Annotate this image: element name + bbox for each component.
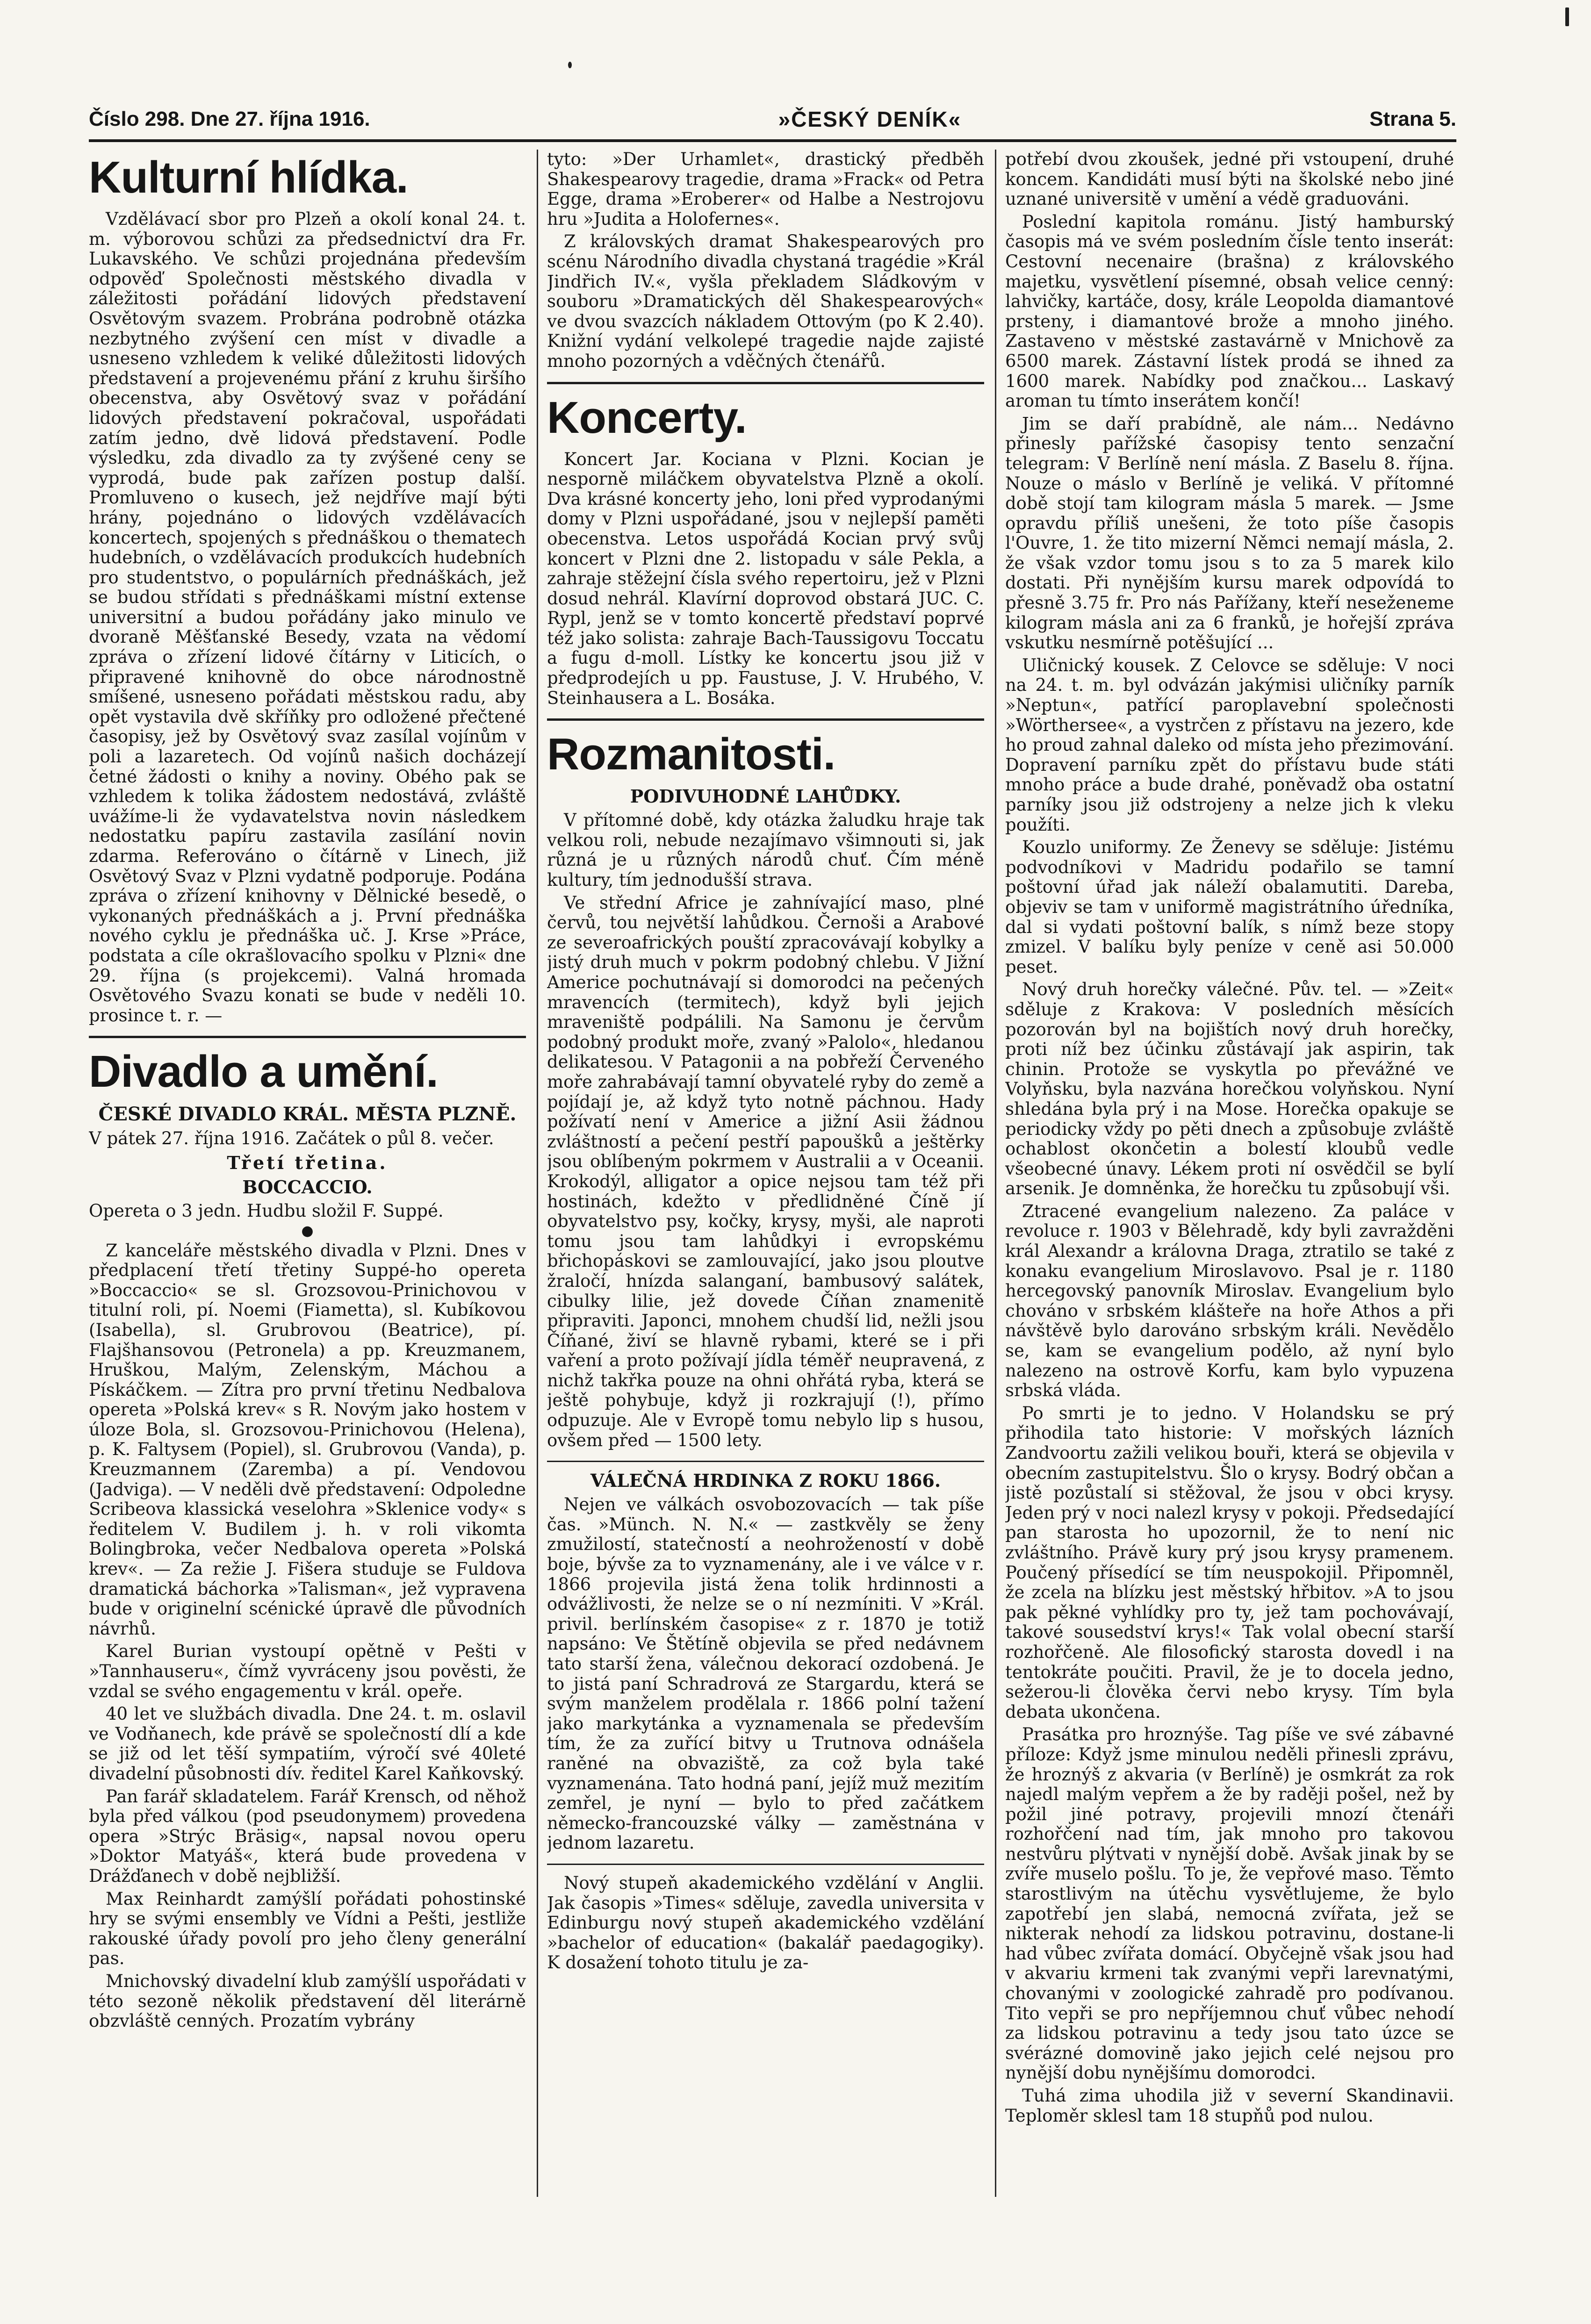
col3-paragraph: Nový druh horečky válečné. Pův. tel. — »Zeit« sděluje z Krakova: V posledních měsících pozorován byl na bojištích nový druh horečky, proti níž bez účinku zůstávají jak aspirin, tak chinin. Protože se vyskytla po převážné ve Volyňsku, byla nazvána horečkou volyňskou. Nyní shledána byla prý i na Mose. Horečka opakuje se periodicky vždy po pěti dnech a způsobuje zvláště ochablost okončetin a bolestí kloubů vedle všeobecné únavy. Lékem proti ní osvědčil se bylí arsenik. Je domněnka, že horečku tu způsobují vši. (1005, 979, 1454, 1199)
divadlo-paragraph: Z kanceláře městského divadla v Plzni. Dnes v předplacení třetí třetiny Suppé-ho opereta »Boccaccio« se sl. Grozsovou-Prinichovou v titulní roli, pí. Noemi (Fiametta), sl. Kubíkovou (Isabella), sl. Grubrovou (Beatrice), pí. Flajšhansovou (Petronela) a pp. Kreuzmanem, Hruškou, Malým, Zelenským, Máchou a Pískáčkem. — Zítra pro první třetinu Nedbalova opereta »Polská krev« s R. Novým jako hostem v úloze Bola, sl. Grozsovou-Prinichovou (Helena), p. K. Faltysem (Popiel), sl. Grubrovou (Vanda), p. Kreuzmannem (Zaremba) a pí. Vendovou (Jadviga). — V neděli dvě představení: Odpoledne Scribeova klassická veselohra »Sklenice vody« s ředitelem V. Budilem j. h. v roli vikomta Bolingbroka, večer Nedbalova opereta »Polská krev«. — Za režie J. Fišera studuje se Fuldova dramatická báchorka »Talisman«, jež vypravena bude v originelní scénické úpravě dle původních návrhů. (89, 1240, 526, 1639)
masthead: »ČESKÝ DENÍK« (778, 107, 962, 131)
article-heading: PODIVUHODNÉ LAHŮDKY. (630, 786, 901, 807)
column-3 (1005, 150, 1454, 2216)
rozmanitosti-paragraph: Nový stupeň akademického vzdělání v Anglii. Jak časopis »Times« sděluje, zavedla universita v Edinburgu nový stupeň akademického vzdělání »bachelor of education« (bakalář paedagogiky). K dosažení tohoto titulu je za- (547, 1872, 984, 1973)
section-rule (89, 1036, 526, 1038)
divadlo-paragraph: Karel Burian vystoupí opětně v Pešti v »Tannhauseru«, čímž vyvráceny jsou pověsti, že vzdal se svého engagementu v král. opeře. (89, 1641, 526, 1701)
separator-dot: ● (301, 1222, 314, 1239)
rozmanitosti-paragraph: Nejen ve válkách osvobozovacích — tak píše čas. »Münch. N. N.« — zastkvěly se ženy zmužilostí, statečností a neohrožeností v době boje, bývše za to vyznamenány, ale i ve válce v r. 1866 projevila jistá žena tolik hrdinnosti a odvážlivosti, že nelze se o ní nezmíniti. V »Král. privil. berlínském časopise« z r. 1870 je totiž napsáno: Ve Štětíně objevila se před nedávnem tato starší žena, válečnou dekorací ozdobená. Je to jistá paní Schradrová ze Stargardu, která se svým manželem prodělala r. 1866 polní tažení jako markytánka a vyznamenala se především tím, že za zuřící bitvy u Trutnova odnášela raněné na obvaziště, za což byla také vyznamenána. Tato hodná paní, jejíž muž mezitím zemřel, je nyní — bylo to před začátkem německo-francouzské války — zaměstnána v jednom lazaretu. (547, 1494, 984, 1853)
rozmanitosti-paragraph: Ve střední Africe je zahnívající maso, plné červů, tou největší lahůdkou. Černoši a Arabové ze severoafrických pouští zpracovávají kobylky a jistý druh much v pokrm podobný chlebu. V Jižní Americe pochutnávají si domorodci na pečených mravencích (termitech), když byli jejich mraveniště podpálili. Na Samonu je červům podobný produkt moře, zvaný »Palolo«, hledanou delikatesou. V Patagonii a na pobřeží Červeného moře zahrabávají tamní obyvatelé ryby do země a pojídají je, až když tyto notně páchnou. Hady požívatí není v Americe a jižní Asii žádnou zvláštností a pečení pestří papoušků a ještěrky jsou oblíbeným pokrmem v Australii a v Oceanii. Krokodýl, alligator a opice nejsou tam též při hostinách, kdežto v předlidněné Číně jí obyvatelstvo psy, kočky, krysy, myši, ale naproti tomu jsou tam lahůdkyi i evropskému břichopáskovi se zamlouvající, jako jsou ploutve žraločí, hnízda salanganí, bambusový salátek, cibulky lilie, jež dovede Číňan znamenitě připraviti. Japonci, mnohem chudší lid, nežli jsou Číňané, živí se hlavně rybami, které se i při vaření a proto požívají jídla téměř neupravená, z nichž takřka pouze na ohni ohřátá ryba, která se ještě pohybuje, když ji rozkrajují (!), přímo odpuzuje. Ale v Evropě tomu nebylo lip s husou, ovšem před — 1500 lety. (547, 892, 984, 1450)
rozmanitosti-paragraph: V přítomné době, kdy otázka žaludku hraje tak velkou roli, nebude nezajímavo všimnouti si, jak různá je u různých národů chuť. Čím méně kultury, tím jednodušší strava. (547, 810, 984, 890)
col3-paragraph: Ztracené evangelium nalezeno. Za paláce v revoluce r. 1903 v Bělehradě, kdy byli zavražděni král Alexandr a královna Draga, ztratilo se také z konaku evangelium Miroslavovo. Psal je r. 1180 hercegovský panovník Miroslav. Evangelium bylo chováno v srbském klášteře na hoře Athos a při návštěvě bylo darováno srbským králi. Nevědělo se, kam se evangelium podělo, až nyní bylo nalezeno na ostrově Korfu, kam bylo vypuzena srbská vláda. (1005, 1201, 1454, 1401)
scan-speck (568, 62, 572, 68)
section-title-kulturni: Kulturní hlídka. (89, 152, 408, 202)
col3-paragraph: Prasátka pro hroznýše. Tag píše ve své zábavné příloze: Když jsme minulou neděli přinesli zprávu, že hroznýš z akvaria (v Berlíně) je osmkrát za rok najedl malým vepřem a že by raději pošel, než by požil jiné potravy, projevili mnozí čtenáři rozhořčení nad tím, jak mnoho pro takovou nestvůru plýtvati v nynější době. Avšak jinak by se zvíře muselo pošlu. To je, že vepřové maso. Těmto starostlivým na útěchu vysvětlujeme, že bylo zapotřebí jen slabá, nemocná zvířata, jež se nikterak nehodí za lidskou potravinu, dostane-li had vůbec zvířata domácí. Obyčejně však jsou had v akvariu krmeni tak zvanými vepři larevnatými, chovanými v zoologické zahradě pro podívanou. Tito vepři se pro nepříjemnou chuť vůbec nehodí za lidskou potravinu a tedy jsou tato úzce se svérázné domovině jako jejich celé nejsou pro nynější dobu nynějšímu domorodci. (1005, 1724, 1454, 2083)
divadlo-paragraph: Max Reinhardt zamýšlí pořádati pohostinské hry se svými ensembly ve Vídni a Pešti, jestliže rakouské úřady povolí pro jeho členy generální pas. (89, 1888, 526, 1969)
divadlo-paragraph: 40 let ve službách divadla. Dne 24. t. m. oslavil ve Vodňanech, kde právě se společností dlí a kde se již od let těší sympatiím, výročí své 40leté divadelní působnosti dív. ředitel Karel Kaňkovský. (89, 1704, 526, 1784)
kulturni-paragraph: Vzdělávací sbor pro Plzeň a okolí konal 24. t. m. výborovou schůzi za předsednictví dra Fr. Lukavského. Ve schůzi projednána především odpověď Společnosti městského divadla v záležitosti pořádání lidových představení Osvětovým svazem. Probrána podrobně otázka nezbytného zvýšení cen míst v divadle a usneseno vzhledem k veliké důležitosti lidových představení a projevenému přání z kruhu širšího obecenstva, aby Osvětový svaz v pořádání lidových představení pokračoval, uspořádati zatím jedno, dvě lidová představení. Podle výsledku, zda divadlo za ty zvýšené ceny se vyprodá, bude pak zařízen postup další. Promluveno o kusech, jež nejdříve mají býti hrány, pojednáno o lidových vzdělávacích koncertech, spojených s přednáškou o thematech hudebních, o vzdělávacích produkcích hudebních pro studentstvo, o populárních přednáškách, jež se budou střídati s přednáškami místní extense universitní a budou pořádány jako minulo ve dvoraně Měšťanské Besedy, vzata na vědomí zpráva o zřízení lidové čítárny v Liticích, o připravené knihovně do obce národnostně smíšené, usneseno pořádati městskou radu, aby opět vystavila dvě skříňky pro odložené přečtené časopisy, jež by Osvětový svaz zasílal vojínům v poli a lazaretech. Od vojínů našich docházejí četné žádosti o knihy a noviny. Obého pak se vzhledem k tolika žádostem nedostává, zvláště uvážíme-li že vydavatelstva novin následkem nedostatku papíru zastavila zasílání novin zdarma. Referováno o čítárně v Linech, již Osvětový Svaz v Plzni vydatně podporuje. Podána zpráva o zřízení knihovny v Dělnické besedě, o vykonaných přednáškách a j. První přednáška nového cyklu je přednáška uč. J. Krse »Práce, podstata a cíle okrašlovacího spolku v Plzni« dne 29. října (s projekcemi). Valná hromada Osvětového Svazu konati se bude v neděli 10. prosince t. r. — (89, 209, 526, 1026)
divadlo-play: BOCCACCIO. (242, 1176, 373, 1198)
col3-paragraph: Kouzlo uniformy. Ze Ženevy se sděluje: Jistému podvodníkovi v Madridu podařilo se tamní poštovní úřad jak náleží obalamutiti. Dareba, objeviv se tam v uniformě magistrátního úředníka, dal si vydati poštovní balík, s nímž beze stopy zmizel. V balíku byly peníze v ceně asi 50.000 peset. (1005, 837, 1454, 977)
col3-paragraph: Tuhá zima uhodila již v severní Skandinavii. Teploměr sklesl tam 18 stupňů pod nulou. (1005, 2086, 1454, 2126)
article-rule (547, 1864, 984, 1865)
page-number: Strana 5. (1369, 108, 1456, 130)
section-title-divadlo: Divadlo a umění. (89, 1047, 438, 1097)
divadlo-date: V pátek 27. října 1916. Začátek o půl 8. večer. (89, 1128, 494, 1149)
col3-paragraph: Po smrti je to jedno. V Holandsku se prý přihodila tato historie: V mořských lázních Zandvoortu zažili velikou bouři, která se objevila v obecním zastupitelstvu. Šlo o krysy. Bodrý občan a jistě pozůstalí si stěžoval, že jsou v obci krysy. Jeden prý v noci nalezl krysy v pokoji. Předsedající pan starosta ho upozornil, že to není nic zvláštního. Právě kury prý jsou krysy pramenem. Poučený přísedící se tím neuspokojil. Připomněl, že zcela na blízku jest městský hřbitov. »A to jsou pak pěkné vyhlídky pro ty, jež tam pochovávají, takové sousedství krys!« Tak volal obecní starší rozhořčeně. Ale filosofický starosta dovedl i na tentokráte poučiti. Pravil, že je to docela jedno, sežerou-li člověka červi nebo krysy. Tím byla debata ukončena. (1005, 1403, 1454, 1722)
divadlo-season: Třetí třetina. (227, 1152, 388, 1173)
col3-paragraph: Poslední kapitola románu. Jistý hamburský časopis má ve svém posledním čísle tento inserát: Cestovní necenaire (brašna) z královského majetku, vysvětlení písemné, obsah velice cenný: lahvičky, kartáče, dosy, krále Leopolda diamantové prsteny, i diamantové brože a mnoho jiného. Zastaveno v městské zastavárně v Mnichově za 6500 marek. Zástavní lístek prodá se ihned za 1600 marek. Nabídky pod značkou... Laskavý aroman tu tímto inserátem končí! (1005, 211, 1454, 411)
column-divider-2 (995, 150, 996, 2197)
section-rule (547, 718, 984, 721)
header-rule (89, 139, 1456, 142)
section-rule (547, 382, 984, 384)
page-header (89, 103, 1456, 136)
issue-line: Číslo 298. Dne 27. října 1916. (89, 108, 370, 130)
col3-continuation: potřebí dvou zkoušek, jedné při vstoupení, druhé koncem. Kandidáti musí býti na školské nebo jiné uznané universitě v umění a védě graduováni. (1005, 150, 1454, 209)
column-divider-1 (537, 150, 538, 2197)
col3-paragraph: Uličnický kousek. Z Celovce se sděluje: V noci na 24. t. m. byl odvázán jakýmisi uličníky parník »Neptun«, patřící paroplavební společnosti »Wörthersee«, a vystrčen z přístavu na jezero, kde ho proud zahnal daleko od místa jeho přezimování. Dopravení parníku zpět do přístavu bude státi mnoho práce a bude drahé, poněvadž oba ostatní parníky jsou již odstrojeny a nelze jich k vleku použíti. (1005, 655, 1454, 835)
divadlo-paragraph: Mnichovský divadelní klub zamýšlí uspořádati v této sezoně několik představení děl literárně obzvláště cenných. Prozatím vybrány (89, 1971, 526, 2031)
divadlo-paragraph: Pan farář skladatelem. Farář Krensch, od něhož byla před válkou (pod pseudonymem) provedena opera »Strýc Bräsig«, napsal novou operu »Doktor Matyáš«, která bude provedena v Drážďanech v době nejbližší. (89, 1786, 526, 1886)
divadlo-play-info: Opereta o 3 jedn. Hudbu složil F. Suppé. (89, 1200, 444, 1221)
article-rule (547, 1461, 984, 1462)
section-title-rozmanitosti: Rozmanitosti. (547, 729, 835, 780)
koncerty-paragraph: Koncert Jar. Kociana v Plzni. Kocian je nesporně miláčkem obyvatelstva Plzně a okolí. Dva krásné koncerty jeho, loni před vyprodanými domy v Plzni uspořádané, jsou v nejlepší paměti obecenstva. Letos uspořádá Kocian prvý svůj koncert v Plzni dne 2. listopadu v sále Pekla, a zahraje stěžejní čísla svého repertoiru, jež v Plzni dosud nehrál. Klavírní doprovod obstará JUC. C. Rypl, jenž se v tomto koncertě představí poprvé též jako solista: zahraje Bach-Taussigovu Toccatu a fugu d-moll. Lístky ke koncertu jsou již v předprodejích u pp. Faustuse, J. V. Hrubého, V. Steinhausera a L. Bosáka. (547, 449, 984, 708)
column-2 (547, 150, 984, 2216)
scan-speck (1565, 7, 1569, 26)
col2-paragraph: Z královských dramat Shakespearových pro scénu Národního divadla chystaná tragédie »Král Jindřich IV.«, vyšla překladem Sládkovým v souboru »Dramatických děl Shakespearových« ve dvou svazcích nákladem Ottovým (po K 2.40). Knižní vydání velkolepé tragedie najde zajisté mnoho pozorných a vděčných čtenářů. (547, 231, 984, 371)
col3-paragraph: Jim se daří prabídně, ale nám... Nedávno přinesly pařížské časopisy tento senzační telegram: V Berlíně není másla. Z Baselu 8. října. Nouze o máslo v Berlíně je veliká. V přítomné době stojí tam kilogram másla 5 marek. — Jsme opravdu příliš unešeni, že toto píše časopis l'Ouvre, 1. že tito mizerní Němci nemají másla, 2. že však vzdor tomu jsou s to za 5 marek kilo dostati. Při nynějším kursu marek odpovídá to přesně 3.75 fr. Pro nás Pařížany, kteří neseženeme kilogram másla ani za 6 franků, je hořejší zpráva vskutku nesmírně potěšující ... (1005, 413, 1454, 653)
column-1 (89, 150, 526, 2216)
section-title-koncerty: Koncerty. (547, 392, 747, 443)
col2-continuation: tyto: »Der Urhamlet«, drastický předběh Shakespearovy tragedie, drama »Frack« od Petra Egge, drama »Eroberer« od Halbe a Nestrojovu hru »Judita a Holofernes«. (547, 150, 984, 229)
theatre-subheading: ČESKÉ DIVADLO KRÁL. MĚSTA PLZNĚ. (98, 1103, 517, 1126)
article-heading: VÁLEČNÁ HRDINKA Z ROKU 1866. (590, 1470, 941, 1492)
